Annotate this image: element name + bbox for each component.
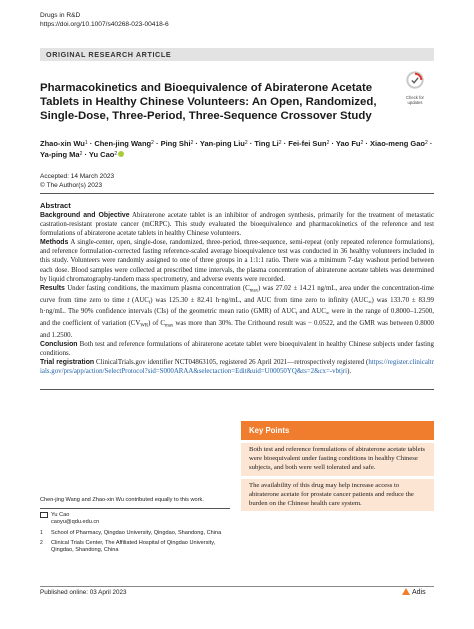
trial-registration-label: Trial registration bbox=[40, 359, 95, 366]
author-affiliation-mark: 2 bbox=[190, 140, 194, 146]
published-date: Published online: 03 April 2023 bbox=[40, 589, 127, 596]
affiliation-text: School of Pharmacy, Qingdao University, Qingdao, Shandong, China bbox=[51, 529, 222, 536]
article-type-label: ORIGINAL RESEARCH ARTICLE bbox=[46, 50, 172, 59]
abstract bbox=[40, 201, 434, 376]
results-text: ) was 133.70 ± 83.99 h·ng/mL. The 90% confidence intervals (CIs) of the geometric mean ratio (GMR) of AUC bbox=[40, 296, 434, 316]
conclusion-label: Conclusion bbox=[40, 340, 78, 348]
check-updates-line1: Check for bbox=[406, 95, 424, 100]
results-text: was more than 30%. The Crithound result was − 0.0522, and the GMR was between 0.8000 and 1.2500. bbox=[40, 319, 434, 339]
author-affiliation-mark: 2 bbox=[424, 140, 428, 146]
author-affiliation-mark: 2 bbox=[244, 140, 248, 146]
results-text: ) was 125.30 ± 82.41 h·ng/mL, and AUC from time zero to infinity (AUC bbox=[150, 296, 369, 304]
subscript: t bbox=[295, 311, 298, 317]
results-text: Under fasting conditions, the maximum plasma concentration (C bbox=[67, 284, 250, 292]
article-doi[interactable]: https://doi.org/10.1007/s40268-023-00418-6 bbox=[40, 21, 169, 28]
article-title: Pharmacokinetics and Bioequivalence of Abiraterone Acetate Tablets in Healthy Chinese Volunteers: An Open, Randomized, Single-Dose, Three-Period, Three-Sequence Crossover Study bbox=[40, 82, 377, 122]
trial-registration-end: ). bbox=[347, 368, 352, 376]
check-updates-icon bbox=[406, 71, 424, 89]
author-name[interactable]: Fei-fei Sun bbox=[288, 139, 327, 148]
divider bbox=[40, 193, 434, 194]
key-point-item: Both test and reference formulations of abiraterone acetate tablets were bioequivalent under fasting conditions in healthy Chinese subjects, and both were well tolerated and safe. bbox=[241, 443, 434, 476]
abstract-background bbox=[40, 211, 434, 238]
affiliation bbox=[40, 540, 230, 554]
affiliation-text: Clinical Trials Center, The Affiliated Hospital of Qingdao University, Qingdao, Shandong, China bbox=[51, 539, 216, 554]
author-affiliation-mark: 2 bbox=[326, 140, 330, 146]
trial-registration-link[interactable]: https://register.clinicaltrials.gov/prs/app/action/SelectProtocol?sid=S000ARAA&selectaction=Edit&uid=U00050YQ&ts=2&cx=-vbtjri bbox=[40, 359, 434, 376]
abstract-conclusion bbox=[40, 340, 434, 358]
divider bbox=[40, 586, 434, 587]
copyright-line: © The Author(s) 2023 bbox=[40, 181, 103, 189]
abstract-trial-registration bbox=[40, 358, 434, 376]
footnotes bbox=[40, 497, 230, 554]
subscript: max bbox=[164, 323, 174, 329]
author-name[interactable]: Chen-jing Wang bbox=[94, 139, 152, 148]
author-list: Zhao-xin $Wu^1$ · Chen-jing Wang$^2$ · Ping Shi$^2$ · Yan-ping Liu$^2$ · Ting $Li^2 \cdot Fei-fei$ Sun$^2$ · Yao $Fu^2$ · Xiao-meng Gao$^2$ · Ya-ping $Ma^2 \cdot Yu$ Cao$^2$ bbox=[40, 139, 433, 159]
author-affiliation-mark: 2 bbox=[151, 140, 154, 146]
publisher-name: Adis bbox=[412, 589, 426, 596]
background-text: Abiraterone acetate tablet is an inhibitor of androgen synthesis, primarily for the treatment of metastatic castration-resistant prostate cancer (mCRPC). This study evaluated the bioequivalence and pharmacokinetics of the reference and test formulations of abiraterone acetate tablets in healthy Chinese volunteers. bbox=[40, 211, 435, 237]
background-label: Background and Objective bbox=[40, 211, 130, 219]
abstract-methods bbox=[40, 238, 434, 284]
author-name[interactable]: Yao Fu bbox=[335, 139, 361, 148]
orcid-icon[interactable] bbox=[118, 151, 124, 157]
article-type-badge bbox=[40, 48, 434, 61]
author-affiliation-mark: 1 bbox=[84, 140, 88, 146]
abstract-heading: Abstract bbox=[40, 201, 71, 210]
author-affiliation-mark: 2 bbox=[114, 151, 118, 157]
results-label: Results bbox=[40, 284, 65, 292]
accepted-date: Accepted: 14 March 2023 bbox=[40, 173, 115, 180]
abstract-results bbox=[40, 284, 434, 340]
subscript: WR bbox=[140, 323, 149, 329]
publisher-logo bbox=[402, 588, 426, 596]
adis-logo-icon bbox=[402, 588, 410, 595]
affiliation-mark: 2 bbox=[40, 539, 43, 546]
journal-name: Drugs in R&D bbox=[40, 12, 81, 19]
subscript: ∞ bbox=[368, 300, 372, 306]
corresponding-author-name: Yu Cao bbox=[51, 512, 70, 519]
author-name[interactable]: Yan-ping Liu bbox=[199, 139, 245, 148]
corresponding-author-email[interactable]: caoyu@qdu.edu.cn bbox=[51, 519, 100, 526]
equal-contribution-note: Chen-jing Wang and Zhao-xin Wu contributed equally to this work. bbox=[40, 497, 204, 503]
results-text: were in the range of 0.8000–1.2500, and the coefficient of variation (CV bbox=[40, 308, 434, 327]
divider bbox=[40, 508, 230, 509]
author-affiliation-mark: 2 bbox=[360, 140, 364, 146]
author-affiliation-mark: 2 bbox=[79, 151, 83, 157]
author-name[interactable]: Ping Shi bbox=[160, 139, 191, 148]
author-name[interactable]: Zhao-xin Wu bbox=[40, 139, 85, 148]
key-point-item: The availability of this drug may help increase access to abiraterone acetate for prostate cancer patients and reduce the burden on the Chinese health care system. bbox=[241, 479, 434, 512]
author-name[interactable]: Yu Cao bbox=[88, 150, 115, 159]
subscript: t bbox=[148, 300, 151, 306]
key-points-box bbox=[241, 421, 434, 511]
email-icon bbox=[40, 512, 48, 518]
conclusion-text: Both test and reference formulations of abiraterone acetate tablet were bioequivalent in healthy Chinese subjects under fasting conditions. bbox=[40, 340, 434, 357]
author-name[interactable]: Ting Li bbox=[254, 139, 279, 148]
article-dates bbox=[40, 173, 114, 190]
affiliation-mark: 1 bbox=[40, 529, 43, 536]
journal-header bbox=[40, 11, 169, 29]
methods-text: A single-center, open, single-dose, randomized, three-period, three-sequence, semi-repeat (only repeated reference formulations), and reference formulation-corrected fasting reference-scaled average bioequivalence test was conducted in 36 healthy volunteers included in this study. Volunteers were randomly assigned to one of three groups in a 1:1:1 ratio. There was a minimum 7-day washout period between each dose. Blood samples were collected at prescribed time intervals, the plasma concentration of abiraterone acetate tablets was determined by liquid chromatography-tandem mass spectrometry, and adverse events were recorded. bbox=[40, 239, 434, 283]
author-affiliation-mark: 2 bbox=[278, 140, 282, 146]
subscript: ∞ bbox=[325, 311, 330, 317]
check-updates-line2: updates bbox=[407, 100, 423, 105]
author-name[interactable]: Ya-ping Ma bbox=[40, 150, 80, 159]
author-name[interactable]: Xiao-meng Gao bbox=[369, 139, 425, 148]
methods-label: Methods bbox=[40, 239, 69, 247]
corresponding-author bbox=[40, 512, 230, 526]
trial-registration-text: ClinicalTrials.gov identifier NCT04863105, registered 26 April 2021—retrospectively registered ( bbox=[96, 359, 369, 366]
results-text: ) was 27.02 ± 14.21 ng/mL, area under the concentration-time curve from time zero to time bbox=[40, 284, 434, 304]
affiliation bbox=[40, 530, 230, 537]
results-text: and AUC bbox=[297, 308, 326, 316]
key-points-heading: Key Points bbox=[241, 421, 434, 440]
subscript: max bbox=[249, 288, 259, 294]
results-text: (AUC bbox=[129, 296, 149, 304]
divider bbox=[40, 389, 434, 390]
results-text: t bbox=[127, 296, 130, 304]
check-for-updates[interactable] bbox=[396, 71, 434, 105]
results-text: ) of C bbox=[148, 319, 165, 327]
